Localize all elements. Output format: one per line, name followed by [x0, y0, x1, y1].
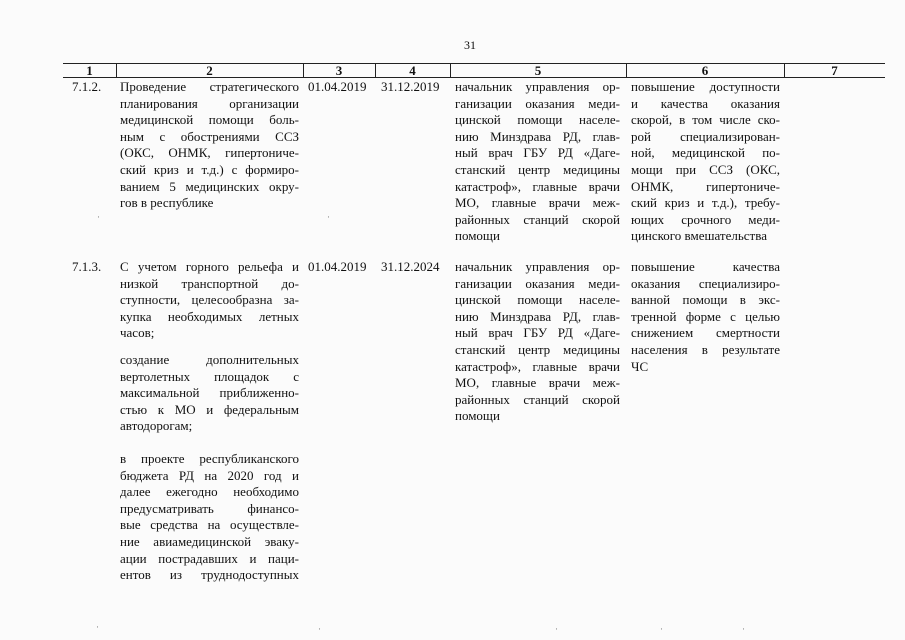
responsible-text: [455, 79, 620, 245]
text-line: рой специализирован-: [631, 128, 780, 144]
text-line: ганизации оказания меди-: [455, 95, 620, 111]
text-line: автодорогам;: [120, 418, 193, 434]
text-line: далее ежегодно необходимо: [120, 484, 299, 500]
column-header-6: 6: [701, 63, 709, 78]
text-line: населения в результате: [631, 341, 780, 357]
text-line: (ОКС, ОНМК, гипертониче-: [120, 145, 299, 161]
text-line: ванием 5 медицинских окру-: [120, 178, 299, 194]
text-line: начальник управления ор-: [455, 259, 620, 274]
column-header-2: 2: [206, 63, 213, 78]
text-line: катастроф», главные врачи: [455, 358, 620, 374]
activity-text: [120, 451, 299, 584]
text-line: низкой транспортной до-: [120, 275, 299, 291]
scan-speck: ·: [96, 622, 99, 632]
page-number: 31: [464, 38, 476, 52]
text-line: цинской помощи населе-: [455, 292, 620, 308]
column-header-5: 5: [534, 63, 542, 78]
start-date: 01.04.2019: [308, 79, 367, 94]
text-line: стью к МО и федеральным: [120, 401, 299, 417]
text-line: ванной помощи в экс-: [631, 292, 780, 308]
text-line: предусматривать финансо-: [120, 500, 299, 516]
text-line: вертолетных площадок с: [120, 368, 299, 384]
responsible-text: [455, 259, 620, 425]
text-line: помощи: [455, 228, 500, 244]
text-line: мощи при ССЗ (ОКС,: [631, 161, 780, 177]
text-line: ющих срочного меди-: [631, 211, 780, 227]
text-line: планирования организации: [120, 95, 299, 111]
text-line: цинского вмешательства: [631, 228, 767, 244]
text-line: в проекте республиканского: [120, 451, 299, 466]
text-line: тренной форме с целью: [631, 308, 780, 324]
text-line: МО, главные врачи меж-: [455, 195, 620, 211]
text-line: ние авиамедицинской эваку-: [120, 533, 299, 549]
text-line: ский криз и т.д.), требу-: [631, 195, 780, 211]
text-line: районных станций скорой: [455, 391, 620, 407]
text-line: и качества оказания: [631, 95, 780, 111]
scan-speck: ·: [660, 624, 663, 634]
column-header-1: 1: [86, 63, 93, 78]
text-line: ступности, целесообразна за-: [120, 292, 299, 308]
text-line: ентов из труднодоступных: [120, 567, 299, 583]
activity-text: [120, 352, 299, 435]
scan-speck: ·: [327, 212, 330, 222]
text-line: повышение качества: [631, 259, 780, 274]
text-line: ОНМК, гипертониче-: [631, 178, 780, 194]
text-line: гов в республике: [120, 195, 214, 211]
result-text: [631, 79, 780, 245]
text-line: создание дополнительных: [120, 352, 299, 367]
scan-speck: ·: [97, 212, 100, 222]
text-line: ации пострадавших и паци-: [120, 550, 299, 566]
row-number: 7.1.3.: [72, 259, 102, 274]
text-line: ный врач ГБУ РД «Даге-: [455, 325, 620, 341]
text-line: начальник управления ор-: [455, 79, 620, 94]
end-date: 31.12.2019: [381, 79, 440, 94]
row-number: 7.1.2.: [72, 79, 102, 94]
text-line: катастроф», главные врачи: [455, 178, 620, 194]
text-line: повышение доступности: [631, 79, 780, 94]
activity-text: [120, 79, 299, 212]
text-line: ный врач ГБУ РД «Даге-: [455, 145, 620, 161]
result-text: [631, 259, 780, 375]
text-line: станский центр медицины: [455, 341, 620, 357]
text-line: снижением смертности: [631, 325, 780, 341]
column-header-3: 3: [335, 63, 343, 78]
text-line: максимальной приближенно-: [120, 385, 299, 401]
text-line: ной, медицинской по-: [631, 145, 780, 161]
text-line: Проведение стратегического: [120, 79, 299, 94]
text-line: помощи: [455, 408, 500, 424]
start-date: 01.04.2019: [308, 259, 367, 274]
text-line: оказания специализиро-: [631, 275, 780, 291]
text-line: цинской помощи населе-: [455, 112, 620, 128]
column-header-7: 7: [831, 63, 838, 78]
text-line: ский криз и т.д.) с формиро-: [120, 161, 299, 177]
text-line: скорой, в том числе ско-: [631, 112, 780, 128]
activity-text: [120, 259, 299, 342]
text-line: часов;: [120, 325, 155, 341]
text-line: бюджета РД на 2020 год и: [120, 467, 299, 483]
text-line: нию Минздрава РД, глав-: [455, 308, 620, 324]
scan-speck: ·: [742, 624, 745, 634]
end-date: 31.12.2024: [381, 259, 440, 274]
column-header-4: 4: [409, 63, 416, 78]
text-line: С учетом горного рельефа и: [120, 259, 299, 274]
text-line: нию Минздрава РД, глав-: [455, 128, 620, 144]
text-line: МО, главные врачи меж-: [455, 375, 620, 391]
text-line: ганизации оказания меди-: [455, 275, 620, 291]
scan-speck: ·: [318, 624, 321, 634]
text-line: ным с обострениями ССЗ: [120, 128, 299, 144]
text-line: медицинской помощи боль-: [120, 112, 299, 128]
scan-speck: ·: [555, 624, 558, 634]
text-line: вые средства на осуществле-: [120, 517, 299, 533]
text-line: ЧС: [631, 358, 649, 374]
text-line: станский центр медицины: [455, 161, 620, 177]
text-line: купка необходимых летных: [120, 308, 299, 324]
text-line: районных станций скорой: [455, 211, 620, 227]
